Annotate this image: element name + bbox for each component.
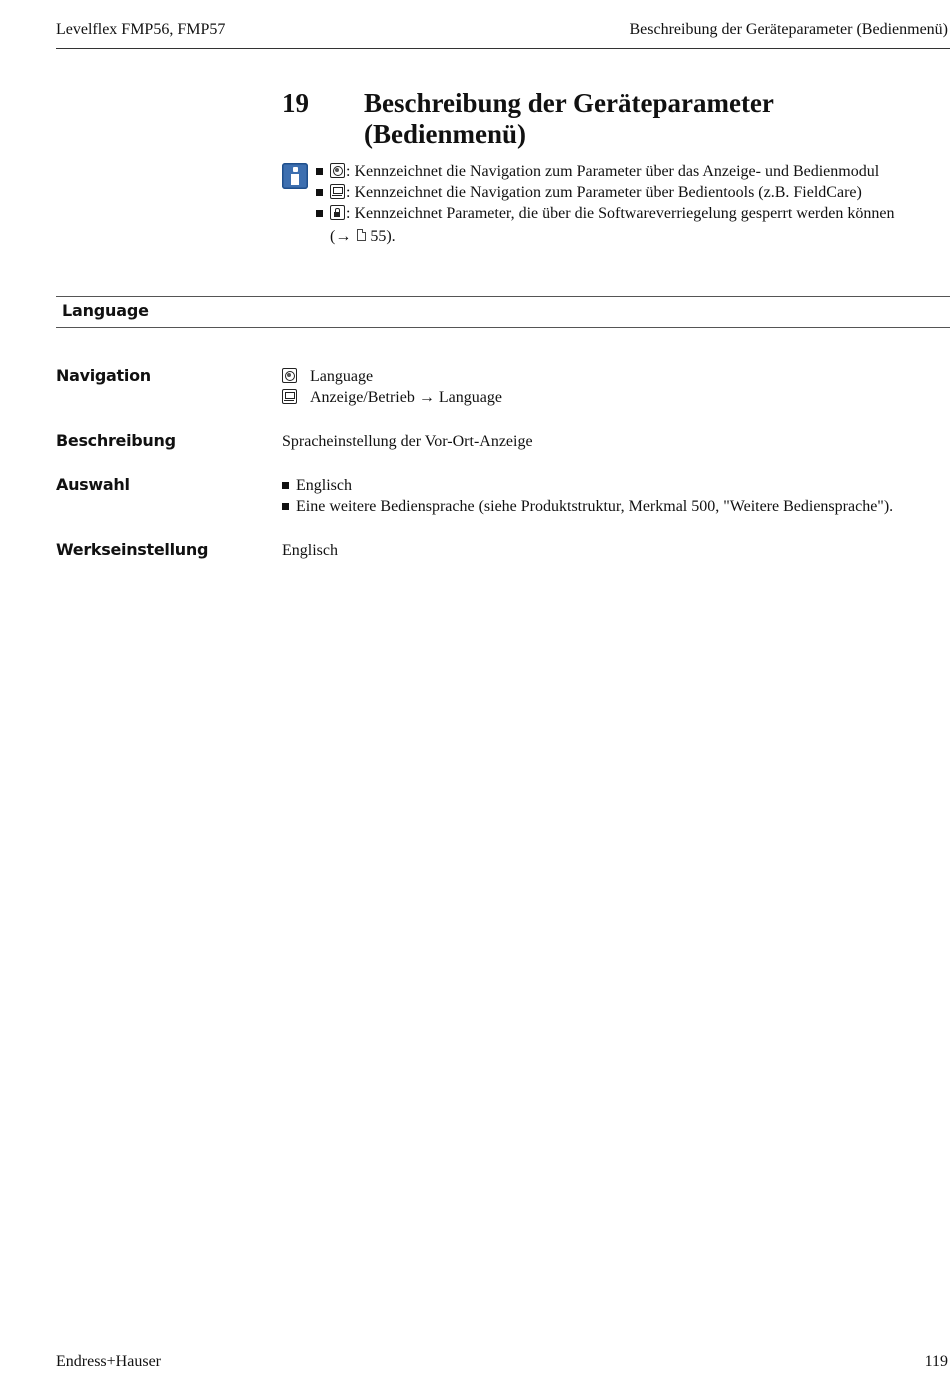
display-path-text: Language (310, 368, 374, 385)
operating-tool-icon (330, 184, 345, 199)
chapter-title-line2: (Bedienmenü) (364, 119, 526, 149)
note-text: : Kennzeichnet die Navigation zum Parameter über das Anzeige- und Bedienmodul (346, 163, 880, 180)
footer-brand: Endress+Hauser (56, 1353, 161, 1370)
tool-path-text: Anzeige/Betrieb → Language (310, 389, 502, 406)
chapter-title-line1: Beschreibung der Geräteparameter (364, 88, 774, 118)
note-item-lock (316, 203, 894, 224)
auswahl-label: Auswahl (56, 475, 130, 494)
navigation-label: Navigation (56, 366, 151, 385)
beschreibung-value: Spracheinstellung der Vor-Ort-Anzeige (282, 433, 533, 450)
display-module-icon (282, 368, 297, 383)
chapter-title (364, 88, 884, 150)
bullet-icon (316, 210, 323, 217)
note-item-display (316, 161, 879, 182)
note-text: : Kennzeichnet Parameter, die über die Softwareverriegelung gesperrt werden können (346, 205, 895, 222)
reference-suffix: ). (386, 228, 396, 245)
section-bottom-rule (56, 327, 950, 328)
note-text: : Kennzeichnet die Navigation zum Parameter über Bedientools (z.B. FieldCare) (346, 184, 862, 201)
reference-page-link[interactable]: 55 (370, 228, 387, 245)
lock-icon (330, 205, 345, 220)
auswahl-option (282, 496, 893, 517)
note-item-tool (316, 182, 862, 203)
bullet-icon (282, 482, 289, 489)
auswahl-option-text: Eine weitere Bediensprache (siehe Produktstruktur, Merkmal 500, "Weitere Bediensprache"). (296, 498, 894, 515)
header-divider (56, 48, 950, 49)
page-number: 119 (924, 1353, 948, 1370)
header-right: Beschreibung der Geräteparameter (Bedienmenü) (629, 21, 948, 38)
chapter-number: 19 (282, 88, 309, 118)
auswahl-option (282, 475, 352, 496)
beschreibung-label: Beschreibung (56, 431, 176, 450)
section-title: Language (62, 301, 149, 320)
werkseinstellung-label: Werkseinstellung (56, 540, 209, 559)
werkseinstellung-value: Englisch (282, 542, 338, 559)
operating-tool-icon (282, 389, 297, 404)
reference-prefix: (→ (330, 228, 352, 245)
navigation-display-path (282, 366, 373, 387)
bullet-icon (316, 189, 323, 196)
section-top-rule (56, 296, 950, 297)
bullet-icon (316, 168, 323, 175)
display-module-icon (330, 163, 345, 178)
note-page-reference (330, 226, 396, 247)
header-left: Levelflex FMP56, FMP57 (56, 21, 226, 38)
auswahl-option-text: Englisch (296, 477, 352, 494)
navigation-tool-path (282, 387, 502, 408)
page-reference-icon (357, 229, 366, 241)
info-icon (282, 163, 308, 189)
bullet-icon (282, 503, 289, 510)
